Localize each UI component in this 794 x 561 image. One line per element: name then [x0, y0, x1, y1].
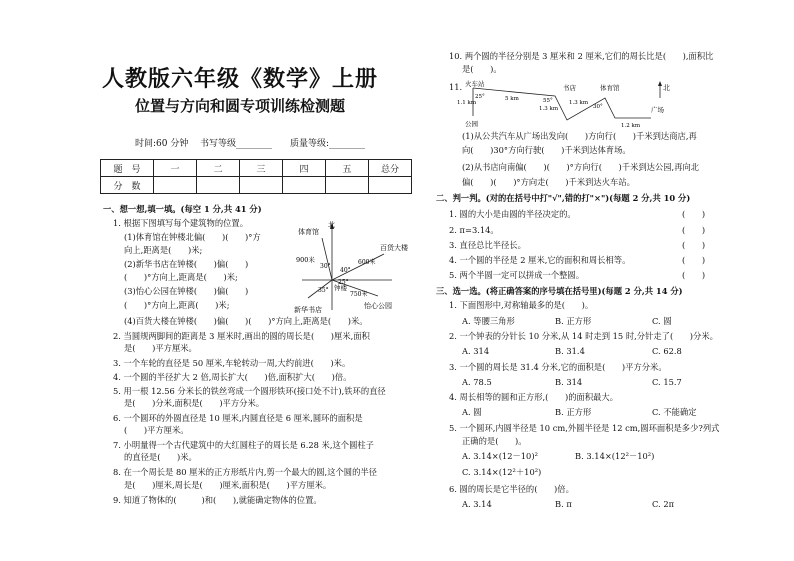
option-a: A. 圆: [462, 407, 482, 417]
question-text: 偏( )( )°方向走( )千米到达火车站。: [462, 177, 635, 187]
angle-label: 25°: [475, 94, 485, 100]
question-text: 1. 根据下图填写每个建筑物的位置。: [113, 218, 249, 228]
option-c: C. 不能确定: [652, 407, 697, 417]
angle-label: 40°: [340, 267, 351, 274]
score-cell: 总分: [369, 160, 412, 177]
score-cell: 分 数: [101, 177, 154, 194]
question-text: (2)新华书店在钟楼( )偏( ): [124, 259, 249, 269]
question-text: (1)从公共汽车从广场出发向( )方向行( )千米到达商店,再: [462, 131, 697, 141]
distance-label: 900米: [296, 256, 315, 264]
distance-label: 1.3 km: [539, 106, 559, 112]
distance-label: 750米: [350, 291, 368, 298]
option-a: A. 3.14: [462, 499, 492, 509]
square-label: 广场: [651, 106, 664, 114]
page-title: 人教版六年级《数学》上册: [101, 66, 378, 92]
question-text: 6. 一个圆环的外圆直径是 10 厘米,内圆直径是 6 厘米,圆环的面积是: [113, 413, 363, 423]
option-b: B. 3.14×(12²－10²): [575, 451, 655, 461]
option-a: A. 等腰三角形: [462, 316, 515, 326]
judge-item: 3. 直径总比半径长。: [449, 240, 526, 250]
question-text: 5. 用一根 12.56 分米长的铁丝弯成一个圆形铁环(接口处不计),铁环的直径: [113, 386, 386, 396]
question-text: 正确的是( )。: [462, 436, 527, 446]
bookstore-label: 新华书店: [294, 306, 322, 314]
question-text: (1)体育馆在钟楼北偏( )( )°方: [124, 232, 261, 242]
question-text: 1. 下面图形中,对称轴最多的是( )。: [449, 300, 594, 310]
answer-bracket[interactable]: ( ): [682, 225, 706, 235]
park-label: 怡心公园: [364, 302, 392, 310]
option-b: B. π: [555, 499, 572, 509]
question-text: 3. 一个圆的周长是 31.4 分米,它的面积是( )平方分米。: [449, 362, 667, 372]
distance-label: 1.3 km: [569, 100, 589, 106]
question-text: 5. 一个圆环,内圆半径是 10 cm,外圆半径是 12 cm,圆环面积是多少?列式: [449, 423, 720, 433]
question-text: 8. 在一个周长是 80 厘米的正方形纸片内,剪一个最大的圆,这个圆的半径: [113, 467, 377, 477]
question-text: 是( )厘米,周长是( )厘米,面积是( )平方厘米。: [124, 480, 332, 490]
score-cell: 四: [283, 160, 326, 177]
quality-grade: 质量等级:________: [290, 139, 366, 149]
option-c: C. 62.8: [652, 346, 682, 356]
question-text: 4. 一个圆的半径扩大 2 倍,周长扩大( )倍,面积扩大( )倍。: [113, 372, 352, 382]
score-cell: [326, 177, 369, 194]
section2-heading: 二、判一判。(对的在括号中打"√",错的打"×")(每题 2 分,共 10 分): [436, 193, 691, 203]
question-text: ( )°方向上,距离( )米;: [124, 300, 230, 310]
answer-bracket[interactable]: ( ): [682, 270, 706, 280]
question-text: 4. 周长相等的圆和正方形,( )的面积最大。: [449, 392, 619, 402]
option-b: B. 正方形: [555, 407, 592, 417]
question-text: 的直径是( )米。: [124, 452, 197, 462]
option-b: B. 314: [555, 377, 583, 387]
train-station-label: 火车站: [465, 80, 485, 88]
writing-grade: 书写等级________: [200, 139, 273, 149]
bell-tower-label: 钟楼: [334, 284, 347, 292]
distance-label: 5 km: [505, 96, 519, 102]
answer-bracket[interactable]: ( ): [682, 209, 706, 219]
gym-label: 体育馆: [600, 84, 620, 92]
question-text: 向上,距离是( )米;: [124, 245, 203, 255]
answer-bracket[interactable]: ( ): [682, 255, 706, 265]
question-text: 是( )。: [462, 64, 502, 74]
score-cell: [283, 177, 326, 194]
question-text: 11.: [449, 82, 463, 92]
distance-label: 600米: [358, 259, 376, 266]
judge-item: 2. π=3.14。: [449, 225, 499, 235]
question-text: 2. 一个钟表的分针长 10 分米,从 14 时走到 15 时,分针走了( )分米。: [449, 331, 718, 341]
score-cell: [369, 177, 412, 194]
judge-item: 5. 两个半圆一定可以拼成一个整圆。: [449, 270, 585, 280]
score-cell: [197, 177, 240, 194]
angle-label: 25°: [338, 279, 349, 286]
question-text: 6. 圆的周长是它半径的( )倍。: [449, 484, 574, 494]
question-text: (4)百货大楼在钟楼( )偏( )( )°方向上,距离是( )米。: [124, 316, 368, 326]
park-label: 公园: [465, 120, 478, 128]
option-b: B. 31.4: [555, 346, 585, 356]
angle-label: 30°: [593, 104, 603, 110]
option-c: C. 圆: [652, 316, 672, 326]
option-c: C. 2π: [652, 499, 675, 509]
option-a: A. 3.14×(12－10)²: [462, 451, 538, 461]
department-store-label: 百货大楼: [380, 244, 408, 252]
question-text: 向( )30°方向行驶( )千米到达体育场。: [462, 145, 631, 155]
score-cell: [240, 177, 283, 194]
bookstore-label: 书店: [563, 84, 576, 92]
score-cell: 三: [240, 160, 283, 177]
route-diagram: [455, 78, 685, 130]
score-cell: [154, 177, 197, 194]
score-table: [100, 159, 412, 194]
distance-label: 1.2 km: [621, 123, 641, 129]
question-text: 是( )平方厘米。: [124, 343, 197, 353]
question-text: 10. 两个圆的半径分别是 3 厘米和 2 厘米,它们的周长比是( ),面积比: [449, 51, 714, 61]
score-cell: 五: [326, 160, 369, 177]
option-b: B. 正方形: [555, 316, 592, 326]
option-c: C. 15.7: [652, 377, 682, 387]
angle-label: 55°: [543, 98, 553, 104]
score-cell: 一: [154, 160, 197, 177]
question-text: 是( )分米,面积是( )平方分米。: [124, 398, 265, 408]
question-text: ( )平方厘米。: [124, 425, 189, 435]
north-label: 北: [328, 221, 335, 229]
score-cell: 二: [197, 160, 240, 177]
question-text: 2. 当圆规两脚间的距离是 3 厘米时,画出的圆的周长是( )厘米,面积: [113, 331, 370, 341]
north-label: 北: [663, 84, 670, 92]
score-table-header-row: [101, 160, 412, 177]
question-text: ( )°方向上,距离是( )米;: [124, 272, 238, 282]
page-subtitle: 位置与方向和圆专项训练检测题: [134, 97, 345, 115]
option-c: C. 3.14×(12²＋10²): [462, 467, 542, 477]
question-text: (2)从书店向南偏( )( )°方向行( )千米到达公园,再向北: [462, 162, 700, 172]
section1-heading: 一、想一想,填一填。(每空 1 分,共 41 分): [103, 204, 262, 214]
question-text: 3. 一个车轮的直径是 50 厘米,车轮转动一周,大约前进( )米。: [113, 358, 351, 368]
angle-label: 35°: [318, 287, 329, 294]
question-text: 9. 知道了物体的( )和( ),就能确定物体的位置。: [113, 495, 322, 505]
option-a: A. 314: [462, 346, 490, 356]
distance-label: 1.1 km: [457, 100, 477, 106]
gym-label: 体育馆: [298, 228, 319, 236]
question-text: 7. 小明量得一个古代建筑中的大红圆柱子的周长是 6.28 米,这个圆柱子: [113, 440, 374, 450]
section3-heading: 三、选一选。(将正确答案的序号填在括号里)(每题 2 分,共 14 分): [436, 286, 683, 296]
judge-item: 4. 一个圆的半径是 2 厘米,它的面积和周长相等。: [449, 255, 631, 265]
judge-item: 1. 圆的大小是由圆的半径决定的。: [449, 209, 576, 219]
angle-label: 30°: [320, 263, 331, 270]
answer-bracket[interactable]: ( ): [682, 240, 706, 250]
option-a: A. 78.5: [462, 377, 492, 387]
exam-time: 时间:60 分钟: [135, 139, 189, 149]
compass-diagram: [292, 220, 422, 315]
score-cell: 题 号: [101, 160, 154, 177]
question-text: (3)怡心公园在钟楼( )偏( ): [124, 286, 249, 296]
score-table-score-row: [101, 177, 412, 194]
